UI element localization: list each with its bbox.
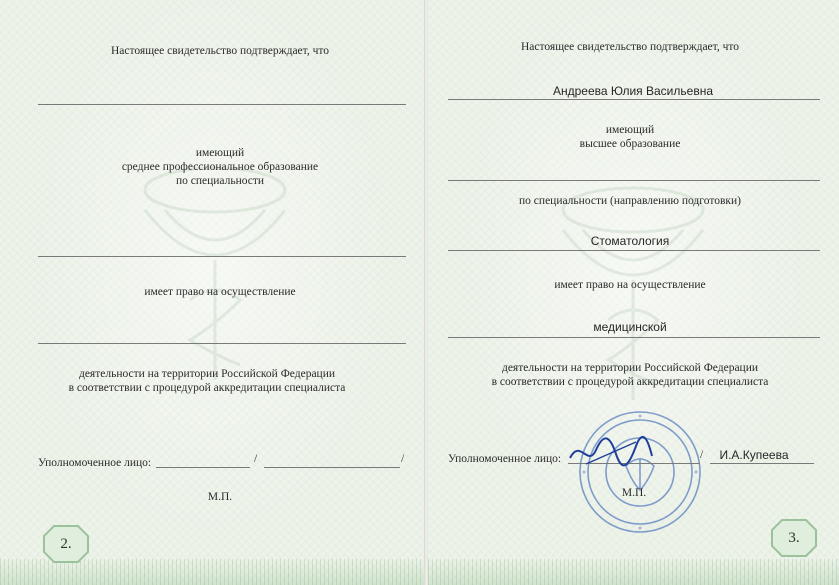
left-having-text: имеющий — [195, 147, 245, 159]
left-authorized-label: Уполномоченное лицо: — [38, 457, 152, 469]
right-page-number-badge — [770, 518, 818, 558]
signature-icon — [566, 428, 656, 474]
right-page-number: 3. — [788, 530, 800, 546]
right-activity-line — [448, 337, 820, 338]
recipient-name: Андреева Юлия Васильевна — [552, 84, 713, 98]
right-specialty-label: по специальности (направлению подготовки) — [519, 195, 741, 207]
activity-value: медицинской — [593, 320, 667, 334]
specialty-value: Стоматология — [590, 234, 670, 248]
left-signature-line — [156, 467, 250, 468]
right-right-to-text: имеет право на осуществление — [554, 279, 706, 291]
right-intro-text: Настоящее свидетельство подтверждает, что — [520, 41, 739, 53]
left-specialty-line — [38, 256, 406, 257]
right-signer-line — [710, 463, 814, 464]
left-signer-line — [264, 467, 400, 468]
left-activity-line2: в соответствии с процедурой аккредитации специалиста — [68, 382, 346, 394]
right-authorized-label: Уполномоченное лицо: — [448, 453, 562, 465]
right-name-line — [448, 99, 820, 100]
right-education-line — [448, 180, 820, 181]
right-border-strip — [428, 559, 839, 585]
right-page — [428, 0, 839, 585]
right-activity-line2: в соответствии с процедурой аккредитации специалиста — [491, 376, 769, 388]
right-having-text: имеющий — [605, 124, 655, 136]
left-intro-text: Настоящее свидетельство подтверждает, что — [110, 45, 329, 57]
signer-name: И.А.Купеева — [719, 448, 789, 462]
left-right-to-text: имеет право на осуществление — [144, 286, 296, 298]
right-education-text: высшее образование — [579, 138, 681, 150]
left-activity-line1: деятельности на территории Российской Федерации — [78, 368, 336, 380]
left-page-number: 2. — [60, 536, 72, 552]
left-slash: / — [254, 453, 258, 465]
left-seal-label: М.П. — [207, 491, 233, 503]
right-activity-line1: деятельности на территории Российской Федерации — [501, 362, 759, 374]
right-seal-label: М.П. — [621, 487, 647, 499]
left-name-line — [38, 104, 406, 105]
left-activity-line — [38, 343, 406, 344]
left-page-number-badge — [42, 524, 90, 564]
right-specialty-line — [448, 250, 820, 251]
right-slash: / — [700, 449, 704, 461]
left-slash-end: / — [401, 453, 405, 465]
left-specialty-label: по специальности — [175, 175, 265, 187]
left-education-text: среднее профессиональное образование — [121, 161, 319, 173]
